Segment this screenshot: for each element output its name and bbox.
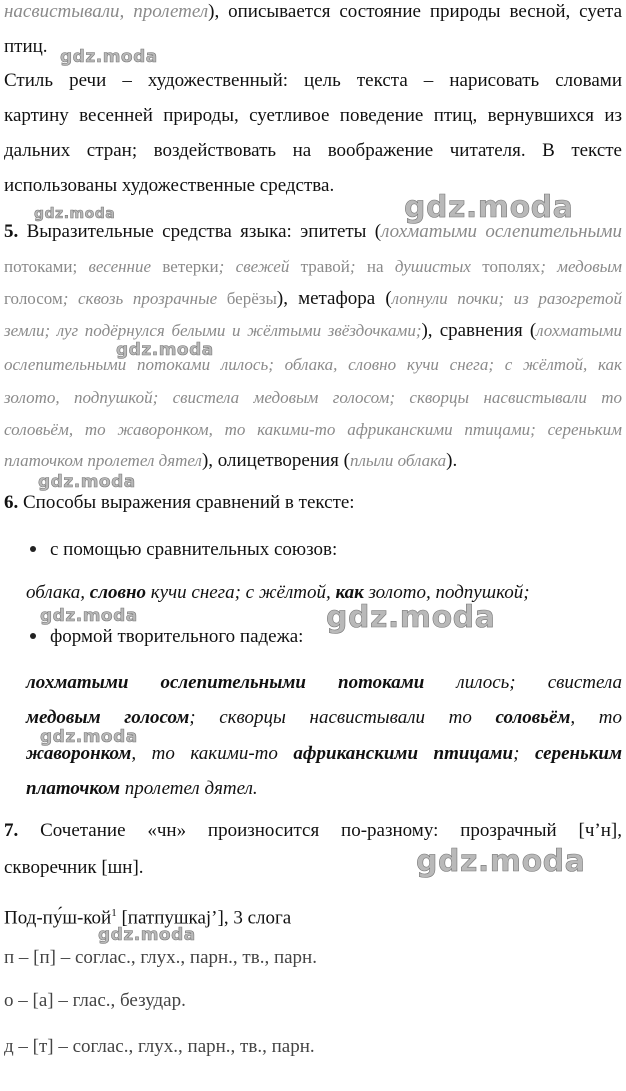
text-line: скворечник [шн]. (4, 857, 144, 878)
example-text: насвистывали, пролетел (4, 1, 209, 22)
example-line: ослепительными потоками лилось; облака, словно кучи снега; с жёлтой, как (4, 355, 622, 374)
example-line: соловьём, то жаворонком, то какими-то африканскими птицами; сереньким (4, 420, 622, 439)
text-span: ). (446, 450, 458, 471)
text-span: ), метафора ( (276, 288, 392, 309)
example-text: лохматыми (536, 321, 622, 340)
text-span: ), олицетворения ( (201, 450, 350, 471)
phonetic-word: Под-пу́ш-кой (4, 907, 112, 929)
bullet-text: с помощью сравнительных союзов: (50, 539, 338, 560)
text-line (4, 0, 622, 24)
watermark-logo: gdz.moda (38, 472, 136, 492)
text-span: ), сравнения ( (421, 320, 537, 341)
text-span: сереньким (535, 743, 622, 764)
watermark-logo: gdz.moda (326, 600, 496, 635)
text-span: ; сквозь (62, 289, 133, 308)
example-text: лопнули почки; из разогретой (391, 289, 623, 308)
text-line (4, 287, 622, 311)
phonetic-text: [патпушкаj’], 3 слога (116, 907, 292, 929)
text-line (4, 449, 622, 473)
bullet-item (4, 538, 622, 562)
text-span: травой (289, 257, 350, 276)
watermark-logo: gdz.moda (98, 925, 196, 945)
watermark-logo: gdz.moda (404, 190, 574, 225)
text-span: соловьём (495, 707, 571, 728)
text-line (4, 255, 622, 279)
section-title: Способы выражения сравнений в тексте: (18, 492, 355, 513)
phonetic-row: о – [а] – глас., безудар. (4, 990, 186, 1011)
text-span: кучи снега; с жёлтой, (146, 582, 336, 603)
footnote-mark: 1 (111, 907, 117, 919)
text-span: , то (570, 707, 622, 728)
text-span: тополях (470, 257, 541, 276)
text-span: ; (349, 257, 367, 276)
section-7-heading (4, 819, 622, 843)
text-span: душистых (394, 257, 471, 276)
text-span: жаворонком (26, 743, 132, 764)
text-span: ; (513, 743, 535, 764)
text-span: африканскими птицами (293, 743, 514, 764)
phonetic-row: д – [т] – соглас., глух., парн., тв., парн. (4, 1036, 315, 1057)
text-span: ), описывается состояние природы весной, суета (208, 1, 622, 22)
watermark-logo: gdz.moda (60, 47, 158, 67)
text-line: Стиль речи – художественный: цель текста – нарисовать словами (4, 70, 622, 91)
text-span: потоками; (4, 257, 78, 276)
bullet-icon (30, 633, 36, 639)
text-line: использованы художественные средства. (4, 175, 335, 196)
text-span: золото, подпушкой; (363, 582, 530, 603)
section-number: 6. (4, 492, 19, 513)
text-span: , то какими-то (131, 743, 294, 764)
text-span: свистела (547, 672, 622, 693)
text-line: картину весенней природы, суетливое поведение птиц, вернувшихся из (4, 105, 622, 126)
watermark-logo: gdz.moda (416, 844, 586, 879)
text-line: дальних стран; воздействовать на воображение читателя. В тексте (4, 140, 622, 161)
example-text: плыли облака (350, 451, 447, 470)
example-text: земли; луг подёрнулся белыми и жёлтыми звёздочками; (4, 321, 422, 340)
text-span: потоками (338, 672, 425, 693)
text-span: платочком (26, 778, 121, 799)
text-span: лилось; (456, 672, 516, 693)
bullet-item (4, 625, 622, 649)
text-span: на (366, 257, 395, 276)
text-line (4, 319, 622, 343)
section-number: 7. (4, 820, 19, 841)
text-span: как (335, 582, 364, 603)
example-text: платочком пролетел дятел (4, 451, 202, 470)
watermark-logo: gdz.moda (40, 727, 138, 747)
example-line (26, 777, 622, 801)
text-span: лохматыми (26, 672, 129, 693)
text-span: пролетел дятел. (120, 778, 258, 799)
section-number: 5. (4, 221, 19, 242)
watermark-logo: gdz.moda (116, 340, 214, 360)
phonetic-heading (4, 901, 622, 930)
text-span: медовым голосом (26, 707, 190, 728)
section-6-heading (4, 491, 622, 515)
watermark-logo: gdz.moda (34, 206, 116, 222)
example-line: золото, подпушкой; свистела медовым голосом; скворцы насвистывали то (4, 388, 622, 407)
text-span: облака, (26, 582, 90, 603)
text-span: ветерки (151, 257, 219, 276)
section-text: Сочетание «чн» произносится по-разному: прозрачный [ч’н], (18, 820, 622, 841)
example-line (26, 671, 622, 695)
section-title: Выразительные средства языка: эпитеты ( (18, 221, 382, 242)
example-text: лохматыми ослепительными (381, 221, 622, 242)
text-span: словно (89, 582, 146, 603)
text-span: берёзы (217, 289, 277, 308)
text-line: птиц. (4, 36, 48, 57)
text-span: ; скворцы насвистывали то (189, 707, 496, 728)
text-span: весенние (77, 257, 152, 276)
text-span: ; медовым (540, 257, 622, 276)
bullet-text: формой творительного падежа: (50, 626, 304, 647)
phonetic-row: п – [п] – соглас., глух., парн., тв., парн. (4, 947, 317, 968)
example-text: прозрачные (132, 289, 218, 308)
bullet-icon (30, 546, 36, 552)
text-span: ослепительными (160, 672, 306, 693)
text-span: ; свежей (218, 257, 290, 276)
watermark-logo: gdz.moda (40, 606, 138, 626)
example-line (26, 581, 622, 605)
text-span: голосом (4, 289, 63, 308)
